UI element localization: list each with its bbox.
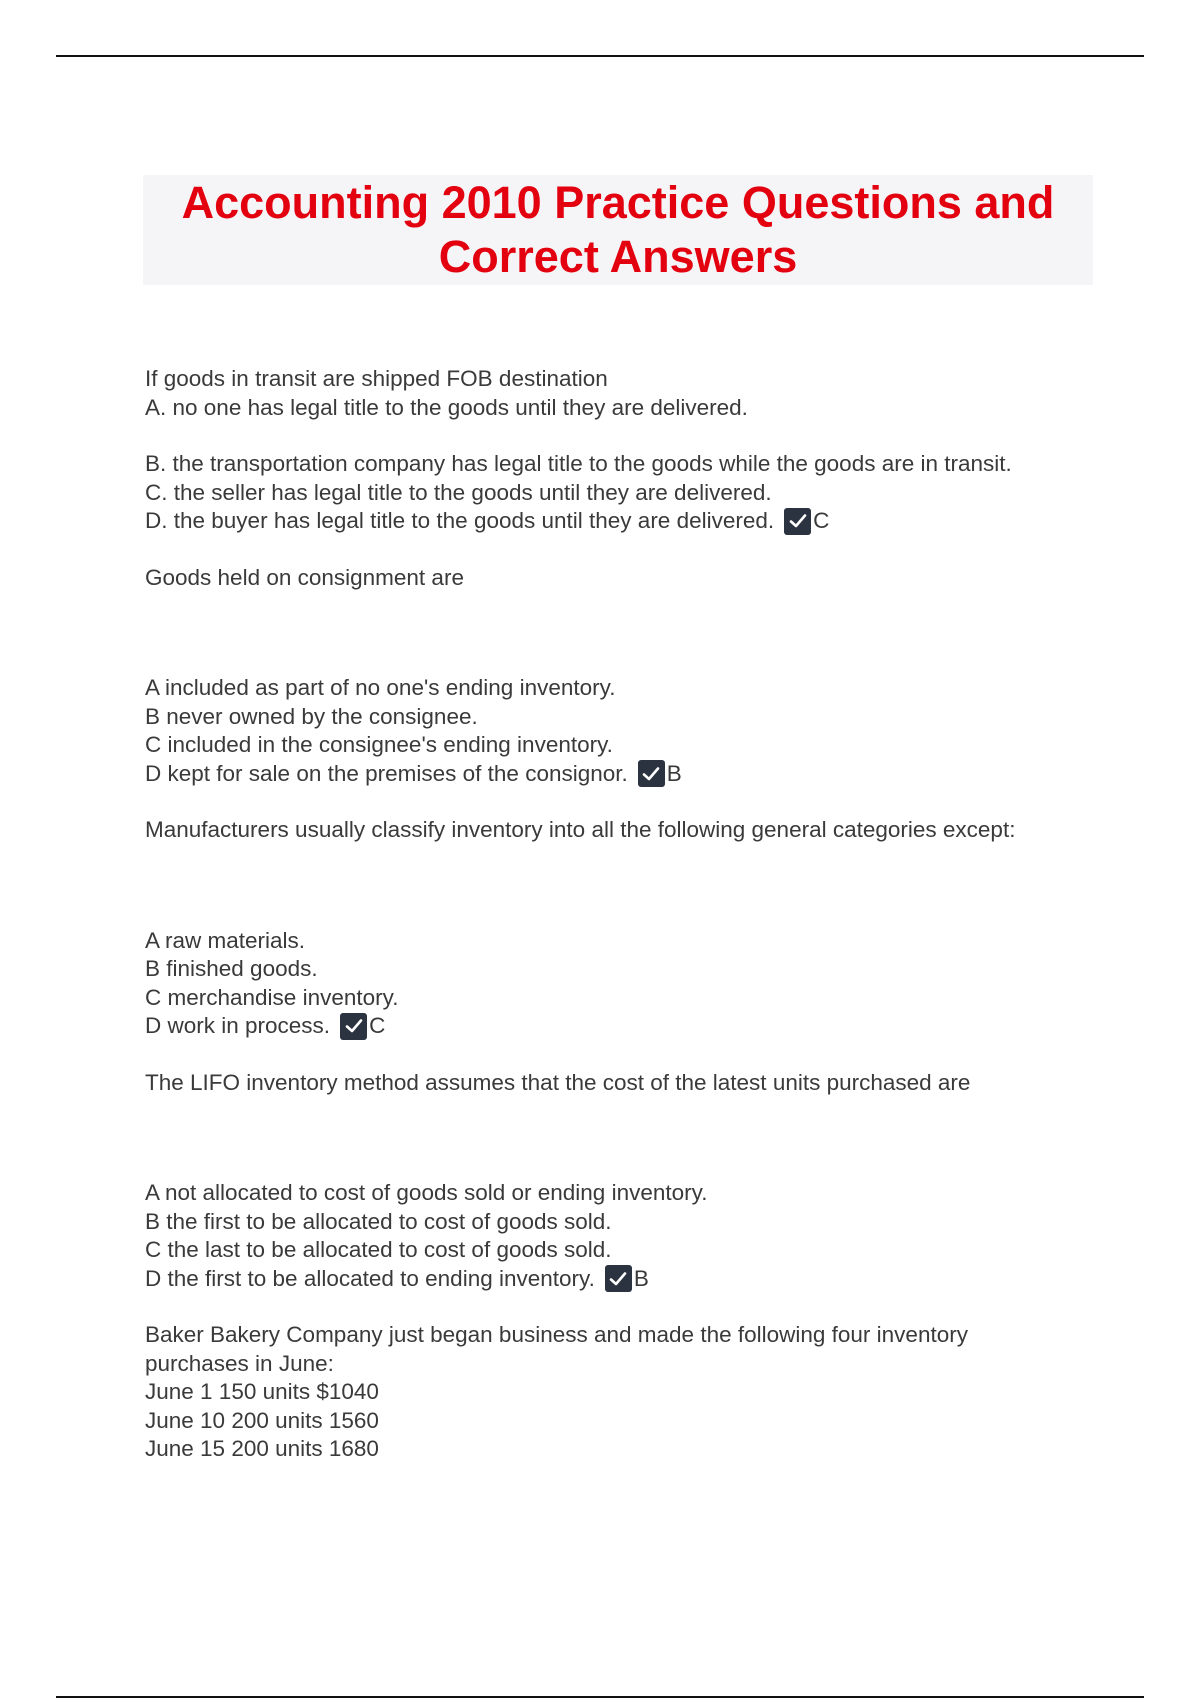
question-1-answer-letter: C [813, 508, 830, 533]
question-2-answer-letter: B [666, 760, 682, 786]
purchase-row-2: June 10 200 units 1560 [145, 1407, 379, 1433]
question-2-prompt: Goods held on consignment are [145, 564, 464, 590]
bottom-rule [56, 1696, 1144, 1698]
purchase-row-1: June 1 150 units $1040 [145, 1379, 379, 1404]
title-banner [143, 175, 1093, 285]
question-1-option-d [145, 507, 1145, 536]
question-4-option-a: A not allocated to cost of goods sold or ending inventory. [145, 1180, 708, 1205]
question-2-option-c: C included in the consignee's ending inventory. [145, 732, 613, 757]
question-1-option-c: C. the seller has legal title to the goods until they are delivered. [145, 479, 772, 505]
question-3-prompt: Manufacturers usually classify inventory into all the following general categories except: [145, 817, 1016, 842]
question-4-option-b: B the first to be allocated to cost of goods sold. [145, 1208, 612, 1234]
question-2-option-d [145, 760, 1145, 789]
check-box-icon [340, 1013, 367, 1040]
check-box-icon [605, 1265, 632, 1292]
question-4-option-c: C the last to be allocated to cost of goods sold. [145, 1237, 612, 1262]
question-4-option-d-text: D the first to be allocated to ending inventory. [145, 1265, 595, 1291]
question-2-option-a: A included as part of no one's ending inventory. [145, 675, 616, 700]
document-body [145, 365, 1145, 1464]
question-1-answer [784, 507, 829, 536]
check-box-icon [638, 760, 665, 787]
question-4-prompt: The LIFO inventory method assumes that the cost of the latest units purchased are [145, 1069, 971, 1095]
purchase-row-3: June 15 200 units 1680 [145, 1436, 379, 1461]
page-title: Accounting 2010 Practice Questions and Correct Answers [181, 177, 1055, 282]
question-3-answer [340, 1012, 385, 1041]
question-3-option-c: C merchandise inventory. [145, 984, 399, 1010]
question-1-option-d-text: D. the buyer has legal title to the goods until they are delivered. [145, 508, 775, 533]
question-3-option-d-text: D work in process. [145, 1013, 331, 1038]
question-2-answer [638, 760, 682, 789]
question-1-prompt: If goods in transit are shipped FOB destination [145, 366, 608, 391]
question-3-answer-letter: C [369, 1013, 386, 1038]
question-5-prompt-line-1: Baker Bakery Company just began business and made the following four inventory [145, 1322, 968, 1347]
question-1-option-b: B. the transportation company has legal title to the goods while the goods are in transit. [145, 451, 1012, 476]
question-3-option-b: B finished goods. [145, 956, 318, 981]
check-box-icon [784, 508, 811, 535]
question-1-option-a: A. no one has legal title to the goods until they are delivered. [145, 394, 748, 420]
question-2-option-d-text: D kept for sale on the premises of the consignor. [145, 760, 628, 786]
question-4-answer-letter: B [633, 1265, 649, 1291]
question-4-option-d [145, 1265, 1145, 1294]
question-3-option-a: A raw materials. [145, 927, 306, 953]
top-rule [56, 55, 1144, 57]
question-3-option-d [145, 1012, 1145, 1041]
question-5-prompt-line-2: purchases in June: [145, 1350, 334, 1376]
question-2-option-b: B never owned by the consignee. [145, 703, 478, 729]
question-4-answer [605, 1265, 649, 1294]
